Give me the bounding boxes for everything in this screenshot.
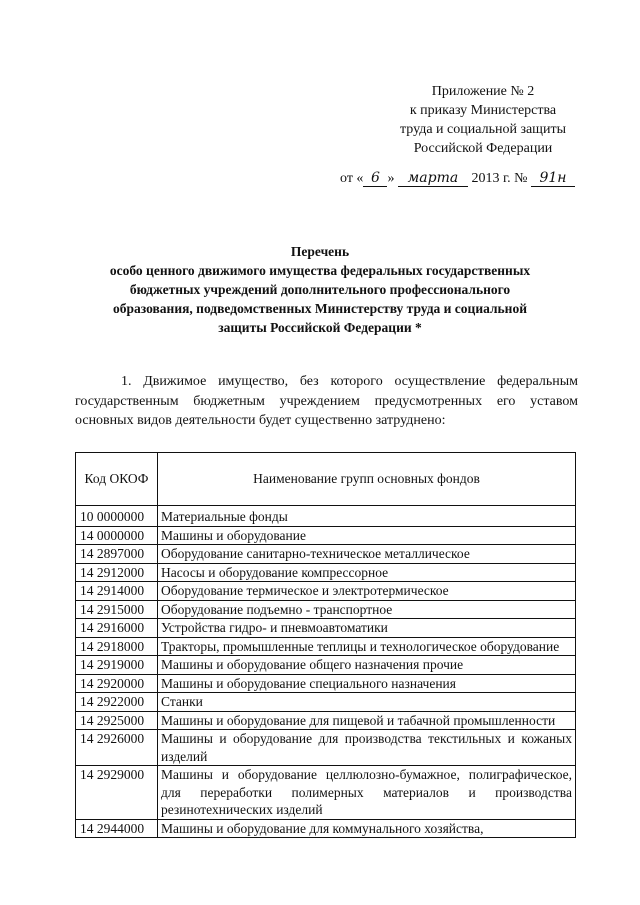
order-mid: »: [387, 171, 395, 186]
okof-code-cell: 14 2912000: [76, 563, 158, 582]
table-row: [76, 506, 576, 527]
table-body: [76, 506, 576, 838]
order-month-handwritten: марта: [398, 170, 468, 187]
group-name-cell: Тракторы, промышленные теплицы и технологическое оборудование: [158, 637, 576, 656]
order-day-handwritten: 6: [363, 170, 387, 187]
group-name-cell: Машины и оборудование общего назначения прочие: [158, 656, 576, 675]
document-title: [70, 242, 570, 337]
table-row: [76, 730, 576, 766]
title-heading: Перечень: [290, 244, 350, 259]
table-row: [76, 693, 576, 712]
title-line: защиты Российской Федерации *: [218, 320, 422, 335]
okof-code-cell: 14 2929000: [76, 766, 158, 820]
table-row: [76, 582, 576, 601]
group-name-cell: Насосы и оборудование компрессорное: [158, 563, 576, 582]
intro-line: основных видов деятельности будет существенно затруднено:: [75, 413, 446, 428]
group-name-cell: Машины и оборудование: [158, 526, 576, 545]
group-name-cell: Машины и оборудование для пищевой и табачной промышленности: [158, 711, 576, 730]
table-header-row: [76, 453, 576, 506]
table-row: [76, 766, 576, 820]
column-header-name: Наименование групп основных фондов: [158, 453, 576, 506]
table-row: [76, 711, 576, 730]
okof-code-cell: 14 2922000: [76, 693, 158, 712]
title-line: бюджетных учреждений дополнительного профессионального: [129, 282, 511, 297]
group-name-cell: Оборудование термическое и электротермическое: [158, 582, 576, 601]
order-year: 2013 г. №: [471, 171, 528, 186]
okof-code-cell: 10 0000000: [76, 506, 158, 527]
group-name-cell: Устройства гидро- и пневмоавтоматики: [158, 619, 576, 638]
table-row: [76, 545, 576, 564]
okof-code-cell: 14 2944000: [76, 819, 158, 838]
group-name-cell: Машины и оборудование целлюлозно-бумажное, полиграфическое, для переработки полимерных материалов и производства резинотехнических изделий: [158, 766, 576, 820]
okof-code-cell: 14 2926000: [76, 730, 158, 766]
appendix-line: Приложение № 2: [431, 84, 535, 99]
table-row: [76, 674, 576, 693]
group-name-cell: Материальные фонды: [158, 506, 576, 527]
group-name-cell: Машины и оборудование для производства текстильных и кожаных изделий: [158, 730, 576, 766]
title-line: образования, подведомственных Министерству труда и социальной: [113, 301, 527, 316]
intro-line: 1. Движимое имущество, без которого осуществление федеральным: [121, 374, 578, 389]
group-name-cell: Машины и оборудование специального назначения: [158, 674, 576, 693]
title-line: особо ценного движимого имущества федеральных государственных: [109, 263, 531, 278]
table-row: [76, 563, 576, 582]
order-prefix: от «: [340, 171, 364, 186]
appendix-line: Российской Федерации: [413, 141, 553, 156]
column-header-code: Код ОКОФ: [76, 453, 158, 506]
intro-paragraph: [75, 372, 578, 431]
table-row: [76, 637, 576, 656]
okof-code-cell: 14 2897000: [76, 545, 158, 564]
table-row: [76, 656, 576, 675]
okof-code-cell: 14 2914000: [76, 582, 158, 601]
okof-code-cell: 14 2915000: [76, 600, 158, 619]
okof-code-cell: 14 2918000: [76, 637, 158, 656]
table-row: [76, 819, 576, 838]
okof-code-cell: 14 2919000: [76, 656, 158, 675]
appendix-block: [378, 82, 588, 158]
appendix-line: к приказу Министерства: [409, 103, 557, 118]
okof-code-cell: 14 2925000: [76, 711, 158, 730]
okof-code-cell: 14 2916000: [76, 619, 158, 638]
table-row: [76, 600, 576, 619]
order-number-handwritten: 91н: [531, 170, 575, 187]
group-name-cell: Станки: [158, 693, 576, 712]
okof-code-cell: 14 0000000: [76, 526, 158, 545]
group-name-cell: Машины и оборудование для коммунального хозяйства,: [158, 819, 576, 838]
table-row: [76, 619, 576, 638]
table-row: [76, 526, 576, 545]
group-name-cell: Оборудование подъемно - транспортное: [158, 600, 576, 619]
intro-line: государственным бюджетным учреждением предусмотренных его уставом: [75, 393, 578, 409]
okof-code-cell: 14 2920000: [76, 674, 158, 693]
okof-table: [75, 452, 576, 838]
group-name-cell: Оборудование санитарно-техническое металлическое: [158, 545, 576, 564]
appendix-line: труда и социальной защиты: [400, 122, 566, 137]
order-date-line: [340, 170, 600, 187]
